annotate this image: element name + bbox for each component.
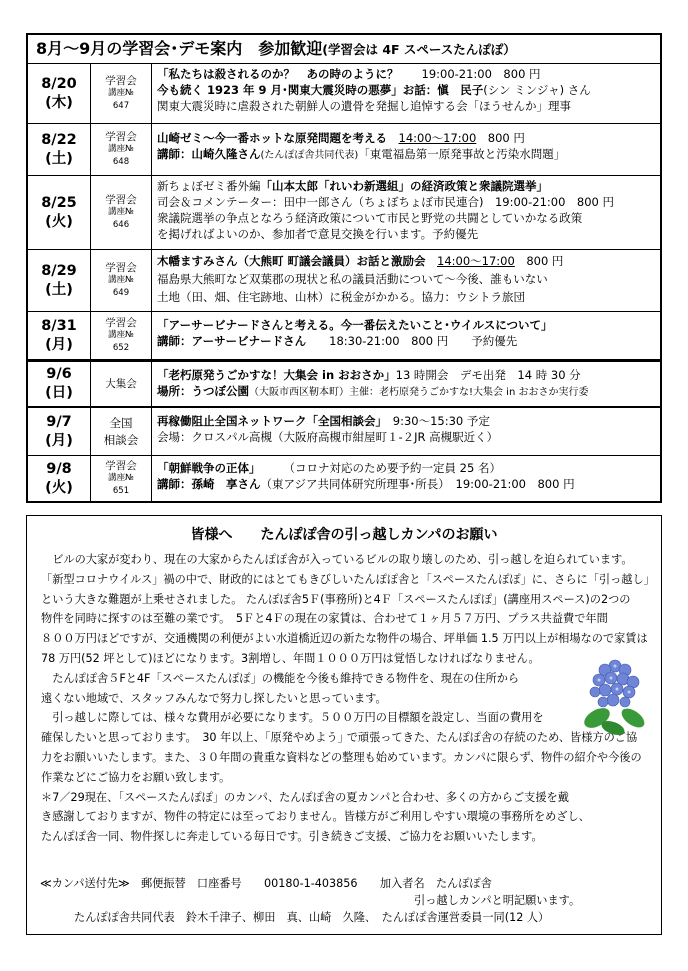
notice-line: たんぽぽ舎一同、物件探しに奔走している毎日です。引き続きご支援、ご協力をお願いいたします。 xyxy=(41,830,543,844)
event-type: 学習会 講座№ 647 xyxy=(91,64,152,123)
notice-line: 確保したいと思っております。 30 年以上、｢原発やめよう｣ で頑張ってきた、たんぽぽ舎の存続のため、皆様方のご協 xyxy=(41,731,638,745)
event-description: 「私たちは殺されるのか？ あの時のように？ 19:00-21:00 800 円 今も続く 1923 年 9 月･関東大震災時の悪夢」お話：愼 民子(シン ミンジャ) さん 関東大震災時に虐殺された朝鮮人の遺骨を発掘し追悼する会「ほうせんか」理事 xyxy=(157,67,591,113)
event-description: 再稼働阻止全国ネットワーク「全国相談会」 9:30～15:30 予定 会場：クロスパル高槻（大阪府高槻市紺屋町１-２JR 高槻駅近く） xyxy=(157,414,499,444)
representatives: たんぽぽ舎共同代表 鈴木千津子、柳田 真、山崎 久隆、 たんぽぽ舎運営委員一同(12 人） xyxy=(74,911,550,924)
event-row-0907 xyxy=(28,408,660,456)
schedule-header xyxy=(28,35,660,64)
notice-line: ８００万円ほどですが、交通機関の利便がよい水道橋近辺の新たな物件の場合、坪単価 1.5 万円以上が相場なので家賃は xyxy=(41,632,648,646)
event-row-0825 xyxy=(28,176,660,250)
notice-line: き感謝しておりますが、物件の特定には至っておりません。皆様方がご利用しやすい環境の事務所をめざし、 xyxy=(41,810,590,824)
event-type: 学習会 講座№ 651 xyxy=(91,456,152,501)
event-row-0831 xyxy=(28,312,660,360)
event-type: 学習会 講座№ 649 xyxy=(91,250,152,311)
event-date: 8/29 (土) xyxy=(28,250,91,311)
notice-body xyxy=(41,550,655,847)
donation-memo: 引っ越しカンパと明記願います。 xyxy=(414,894,581,907)
notice-line: ＊7／29現在、「スペースたんぽぽ」のカンパ、たんぽぽ舎の夏カンパと合わせ、多くの方からご支援を戴 xyxy=(41,790,569,804)
hydrangea-illustration xyxy=(575,652,653,740)
event-description: 新ちょぼゼミ番外編「山本太郎「れいわ新選組」の経済政策と衆議院選挙」 司会＆コメンテーター：田中一郎さん（ちょぼちょぼ市民連合) 19:00-21:00 800 円 衆議院選挙の争点となろう経済政策について市民と野党の共闘としていかなる政策 を掲げればよいのか、参加者で意見交換を行います。予約優先 xyxy=(157,179,615,241)
notice-line: 物件を同時に探すのは至難の業です。 5Ｆと4Ｆの現在の家賃は、合わせて１ヶ月５７万円、プラス共益費で年間 xyxy=(41,612,608,626)
notice-line: たんぽぽ舎５Fと4F「スペースたんぽぽ」の機能を今後も維持できる物件を、現在の住所から xyxy=(41,671,520,685)
event-description: 「朝鮮戦争の正体」 （コロナ対応のため要予約一定員 25 名） 講師：孫崎 享さん（東アジア共同体研究所理事･所長） 19:00-21:00 800 円 xyxy=(157,461,575,491)
event-schedule-table xyxy=(26,33,662,503)
event-description: 「老朽原発うごかすな！大集会 in おおさか」13 時開会 デモ出発 14 時 30 分 場所：うつぼ公園（大阪市西区靭本町）主催：老朽原発うごかすな!大集会 in おおさか実行委 xyxy=(157,368,589,398)
event-date: 8/22 (土) xyxy=(28,124,91,175)
event-description: 山崎ゼミ～今一番ホットな原発問題を考える 14:00～17:00 800 円 講師：山崎久隆さん(たんぽぽ舎共同代表)「東電福島第一原発事故と汚染水問題」 xyxy=(157,131,566,161)
notice-line: 力をお願いいたします。また、３０年間の貴重な資料などの整理も始めています。カンパに限らず、物件の紹介や今後の xyxy=(41,750,642,764)
event-date: 9/6 (日) xyxy=(28,362,91,406)
notice-line: 「新型コロナウイルス」禍の中で、財政的にはとてもきびしいたんぽぽ舎と「スペースたんぽぽ」に、さらに「引っ越し」 xyxy=(41,572,655,586)
event-row-0820 xyxy=(28,64,660,124)
event-row-0906 xyxy=(28,360,660,408)
donation-account: ≪カンパ送付先≫ 郵便振替 口座番号 00180-1-403856 加入者名 たんぽぽ舎 xyxy=(40,877,492,890)
notice-line: 引っ越しに際しては、様々な費用が必要になります。５００万円の目標額を設定し、当面の費用を xyxy=(41,711,544,725)
notice-line: という大きな難題が上乗せされました。 たんぽぽ舎5Ｆ(事務所)と4Ｆ「スペースたんぽぽ」(講座用スペース)の2つの xyxy=(41,592,631,606)
event-type: 学習会 講座№ 652 xyxy=(91,312,152,359)
notice-line: ビルの大家が変わり、現在の大家からたんぽぽ舎が入っているビルの取り壊しのため、引っ越しを迫られています。 xyxy=(41,553,633,566)
notice-line: 78 万円(52 坪として)ほどになります。3割増し、年間１０００万円は覚悟しなければなりません。 xyxy=(41,651,540,665)
event-description: 木幡ますみさん（大熊町 町議会議員）お話と激励会 14:00～17:00 800 円 福島県大熊町など双葉郡の現状と私の議員活動について～今後、誰もいない 土地（田、畑、住宅跡地、山林）に税金がかかる。協力：ウシトラ旅団 xyxy=(157,254,564,304)
event-type: 学習会 講座№ 648 xyxy=(91,124,152,175)
event-date: 8/25 (火) xyxy=(28,176,91,249)
schedule-title: 8月～9月の学習会･デモ案内 参加歓迎 xyxy=(36,39,323,58)
event-row-0822 xyxy=(28,124,660,176)
event-type: 大集会 xyxy=(91,362,152,406)
moving-donation-notice xyxy=(26,515,662,935)
notice-line: 遠くない地域で、スタッフみんなで努力し探したいと思っています。 xyxy=(41,691,387,705)
event-date: 9/8 (火) xyxy=(28,456,91,501)
event-date: 8/31 (月) xyxy=(28,312,91,359)
event-description: 「アーサービナードさんと考える。今一番伝えたいこと･ウイルスについて」 講師：アーサービナードさん 18:30-21:00 800 円 予約優先 xyxy=(157,318,553,348)
event-type: 学習会 講座№ 646 xyxy=(91,176,152,249)
notice-title: 皆様へ たんぽぽ舎の引っ越しカンパのお願い xyxy=(190,527,498,543)
event-date: 8/20 (木) xyxy=(28,64,91,123)
event-date: 9/7 (月) xyxy=(28,408,91,455)
notice-line: 作業などにご協力をお願い致します。 xyxy=(41,770,231,784)
event-row-0829 xyxy=(28,250,660,312)
event-row-0908 xyxy=(28,456,660,501)
schedule-subtitle: (学習会は 4F スペースたんぽぽ） xyxy=(322,42,516,57)
donation-info xyxy=(40,875,660,926)
event-type: 全国 相談会 xyxy=(91,408,152,455)
